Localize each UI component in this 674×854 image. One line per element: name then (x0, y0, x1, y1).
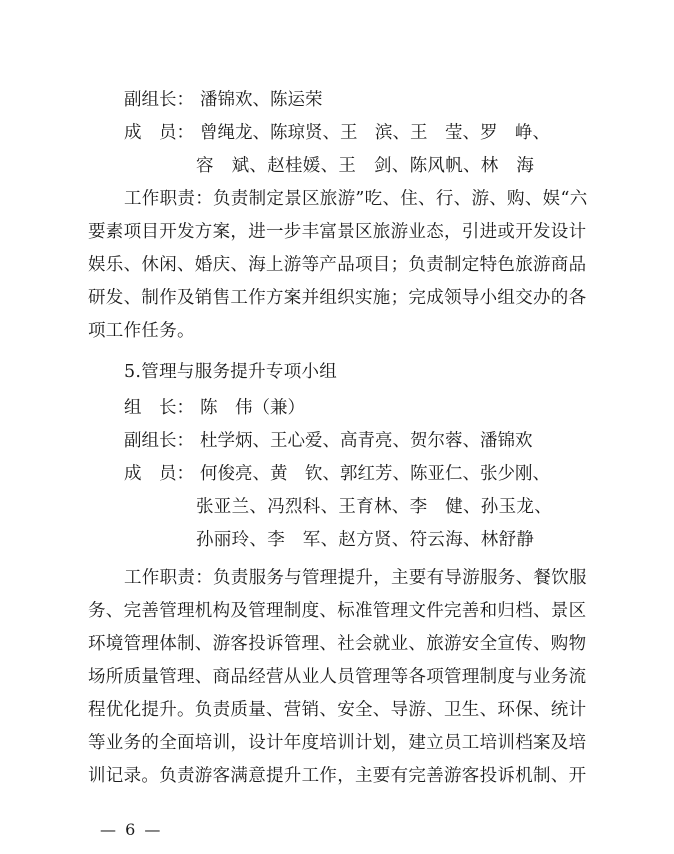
page-number: — 6 — (100, 820, 163, 839)
leader-names: 陈 伟（兼） (200, 398, 305, 418)
duty-paragraph-line: 研发、制作及销售工作方案并组织实施；完成领导小组交办的各 (88, 288, 587, 308)
leader-label: 组 长： (124, 398, 194, 418)
duty-paragraph-line: 要素项目开发方案，进一步丰富景区旅游业态，引进或开发设计 (88, 222, 587, 242)
duty-paragraph-line: 环境管理体制、游客投诉管理、社会就业、旅游安全宣传、购物 (88, 634, 587, 654)
duty-paragraph-line: 工作职责：负责服务与管理提升，主要有导游服务、餐饮服 (124, 568, 587, 588)
duty-paragraph-line: 等业务的全面培训，设计年度培训计划，建立员工培训档案及培 (88, 733, 587, 753)
deputy-leader-row (124, 92, 604, 110)
duty-paragraph-line: 工作职责：负责制定景区旅游”吃、住、行、游、购、娱“六 (124, 189, 588, 209)
members-label: 成 员： (124, 464, 194, 484)
deputy-leader-names: 潘锦欢、陈运荣 (200, 90, 323, 110)
deputy-leader-names: 杜学炳、王心爱、高青亮、贺尔蓉、潘锦欢 (200, 431, 533, 451)
members-row (124, 466, 604, 484)
members-label: 成 员： (124, 123, 194, 143)
deputy-leader-row (124, 433, 604, 451)
members-names-line: 张亚兰、冯烈科、王育林、李 健、孙玉龙、 (196, 497, 552, 517)
duty-paragraph-line: 程优化提升。负责质量、营销、安全、导游、卫生、环保、统计 (88, 700, 587, 720)
deputy-leader-label: 副组长： (124, 431, 194, 451)
members-names-line: 容 斌、赵桂媛、王 剑、陈风帆、林 海 (196, 156, 535, 176)
duty-paragraph-line: 项工作任务。 (88, 321, 195, 341)
leader-row (124, 400, 604, 418)
duty-paragraph-line: 娱乐、休闲、婚庆、海上游等产品项目；负责制定特色旅游商品 (88, 255, 587, 275)
section-heading: 5.管理与服务提升专项小组 (124, 362, 338, 382)
members-names-line: 孙丽玲、李 军、赵方贤、符云海、林舒静 (196, 530, 535, 550)
duty-paragraph-line: 训记录。负责游客满意提升工作，主要有完善游客投诉机制、开 (88, 766, 587, 786)
duty-paragraph-line: 场所质量管理、商品经营从业人员管理等各项管理制度与业务流 (88, 667, 587, 687)
members-names-line: 曾绳龙、陈琼贤、王 滨、王 莹、罗 峥、 (200, 123, 550, 143)
members-row (124, 125, 604, 143)
members-names-line: 何俊亮、黄 钦、郭红芳、陈亚仁、张少刚、 (200, 464, 550, 484)
deputy-leader-label: 副组长： (124, 90, 194, 110)
duty-paragraph-line: 务、完善管理机构及管理制度、标准管理文件完善和归档、景区 (88, 601, 587, 621)
